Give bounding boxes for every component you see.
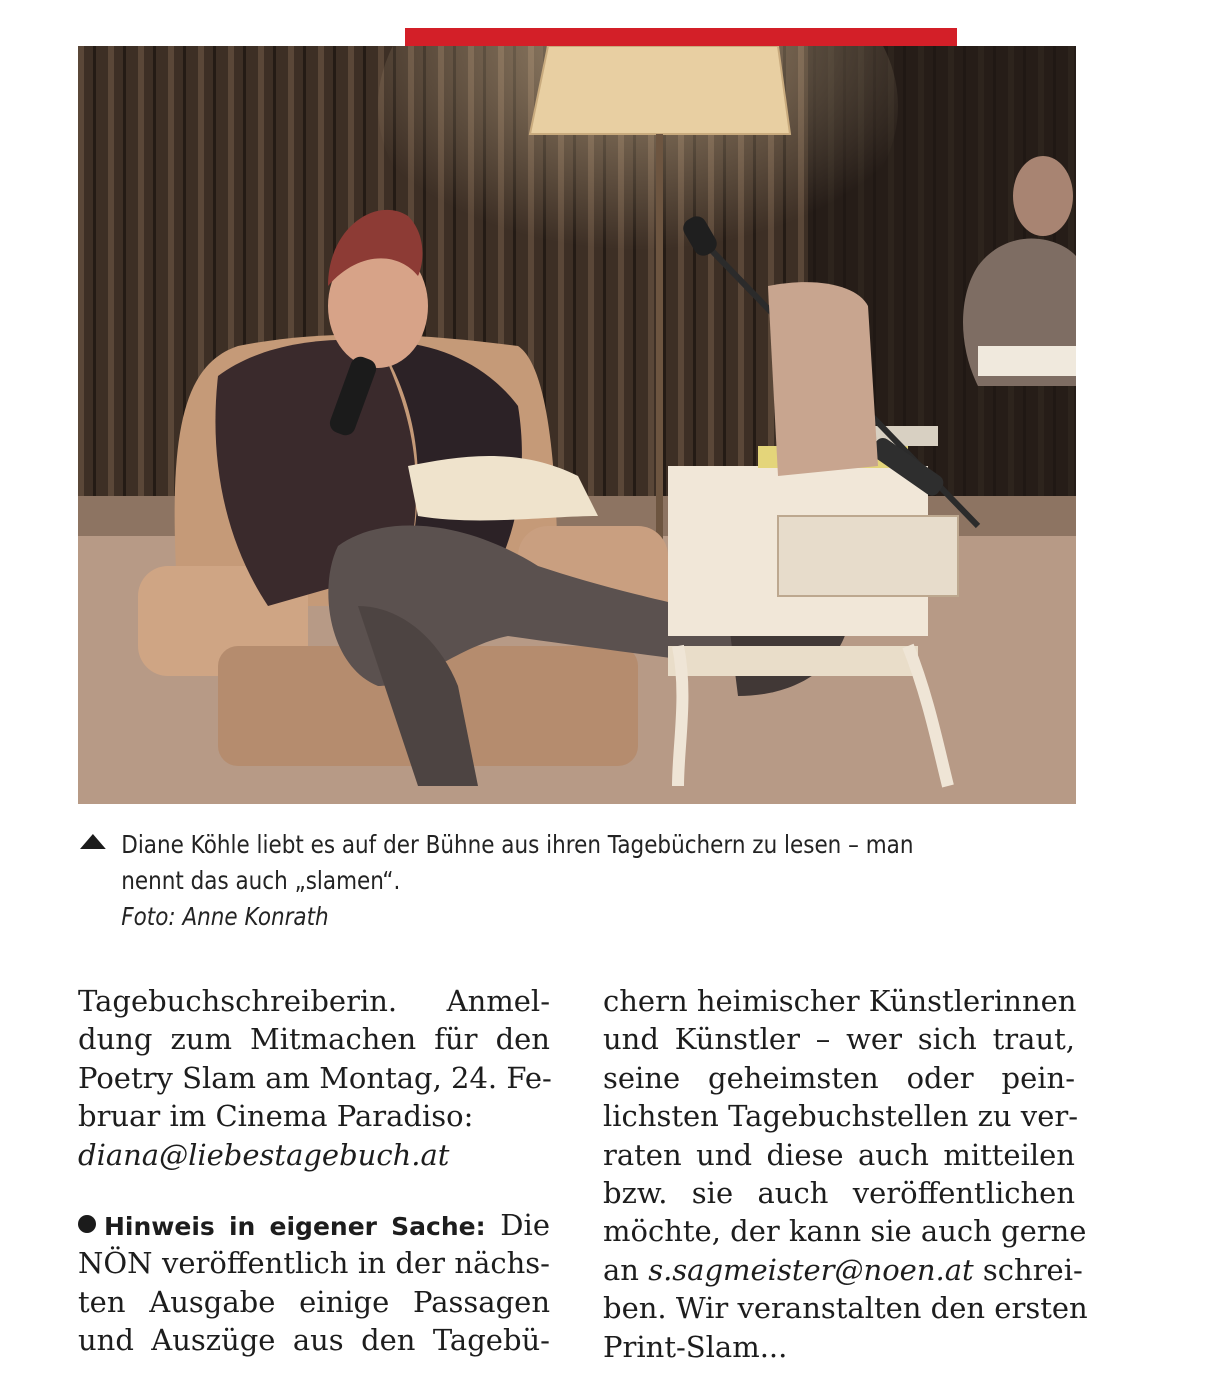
article-line: Tagebuchschreiberin. Anmel- [78, 984, 550, 1018]
photo-caption [80, 827, 940, 935]
article-line: bzw. sie auch veröffentlichen [603, 1175, 1075, 1210]
stage-photo-illustration [78, 46, 1076, 804]
photo-credit: Foto: Anne Konrath [121, 902, 329, 931]
article-line: und Künstler – wer sich traut, [603, 1022, 1075, 1057]
caption-text-line-2: nennt das auch „slamen“. [121, 866, 401, 895]
contact-email-link[interactable]: diana@liebestagebuch.at [78, 1137, 450, 1172]
article-line: dung zum Mitmachen für den [78, 1022, 550, 1057]
article-column-left [78, 982, 550, 1360]
article-line: bruar im Cinema Paradiso: [78, 1099, 474, 1134]
article-column-right [603, 982, 1088, 1366]
article-line: Print-Slam... [603, 1329, 788, 1364]
notice-first-line-rest: Die [485, 1207, 550, 1242]
article-line: seine geheimsten oder pein- [603, 1060, 1075, 1095]
notice-label: Hinweis in eigener Sache: [104, 1211, 486, 1241]
email-line-post: schrei- [973, 1252, 1083, 1287]
article-line: chern heimischer Künstlerinnen [603, 984, 1077, 1018]
article-line: lichsten Tagebuchstellen zu ver- [603, 1099, 1079, 1134]
article-line: ten Ausgabe einige Passagen [78, 1284, 550, 1319]
caption-text-line-1: Diane Köhle liebt es auf der Bühne aus ihren Tagebüchern zu lesen – man [121, 830, 914, 859]
section-accent-bar [405, 28, 957, 46]
email-line-pre: an [603, 1252, 649, 1287]
email-line [603, 1251, 1083, 1289]
article-line: raten und diese auch mitteilen [603, 1137, 1075, 1172]
bullet-icon [78, 1215, 96, 1233]
article-line: ben. Wir veranstalten den ersten [603, 1291, 1088, 1326]
article-photo [78, 46, 1076, 804]
editor-email-link[interactable]: s.sagmeister@noen.at [648, 1252, 974, 1287]
notice-first-line [78, 1206, 550, 1244]
article-line: und Auszüge aus den Tagebü- [78, 1323, 550, 1358]
article-line: Poetry Slam am Montag, 24. Fe- [78, 1060, 552, 1095]
caption-triangle-icon [80, 834, 106, 849]
article-line: möchte, der kann sie auch gerne [603, 1214, 1087, 1249]
article-line: NÖN veröffentlich in der nächs- [78, 1246, 550, 1281]
